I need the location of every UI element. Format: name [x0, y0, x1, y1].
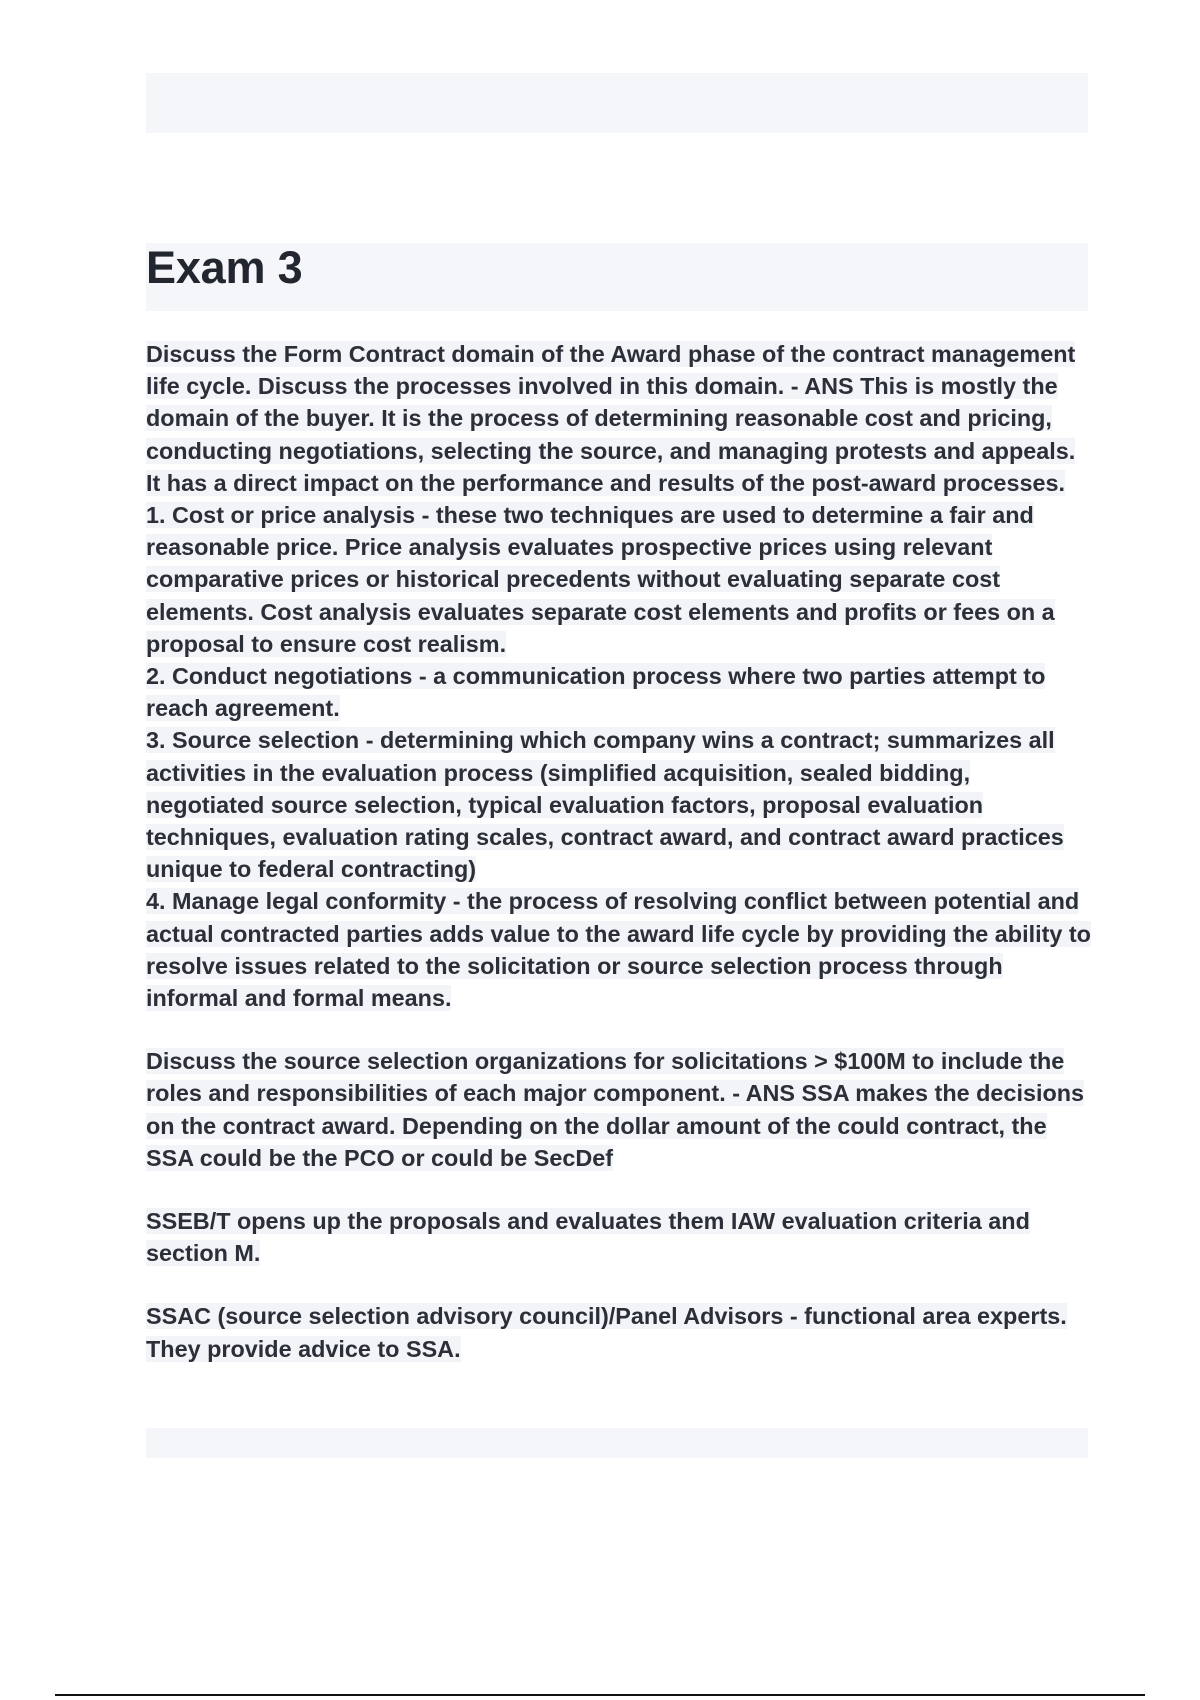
- header-band: [146, 73, 1088, 133]
- paragraph-line: Discuss the source selection organizations for solicitations > $100M to include the roles and responsibilities of each major component. - ANS SSA makes the decisions on the contract award. Depending on the dollar amount of the could contract, the SSA could be the PCO or could be SecDef: [146, 1048, 1085, 1171]
- paragraph: [146, 338, 1091, 499]
- paragraph-line: Discuss the Form Contract domain of the Award phase of the contract management life cycle. Discuss the processes involved in this domain. - ANS This is mostly the domain of the buyer. It is the process of determining reasonable cost and pricing, conducting negotiations, selecting the source, and managing protests and appeals. It has a direct impact on the performance and results of the post-award processes.: [146, 341, 1076, 496]
- list-item: [146, 885, 1091, 1014]
- list-item: [146, 724, 1091, 885]
- paragraph-line: SSAC (source selection advisory council)/Panel Advisors - functional area experts. They provide advice to SSA.: [146, 1303, 1067, 1362]
- paragraph: [146, 1045, 1091, 1174]
- paragraph: [146, 1205, 1091, 1269]
- page-title: Exam 3: [146, 242, 303, 293]
- list-item-text: 2. Conduct negotiations - a communication process where two parties attempt to reach agreement.: [146, 663, 1046, 722]
- document-content: [146, 338, 1091, 1365]
- paragraph-line: SSEB/T opens up the proposals and evaluates them IAW evaluation criteria and section M.: [146, 1208, 1030, 1267]
- list-item: [146, 499, 1091, 660]
- list-item: [146, 660, 1091, 724]
- list-item-text: 4. Manage legal conformity - the process of resolving conflict between potential and actual contracted parties adds value to the award life cycle by providing the ability to resolve issues related to the solicitation or source selection process through informal and formal means.: [146, 888, 1091, 1012]
- paragraph: [146, 1300, 1091, 1364]
- paragraph-gap: [146, 1174, 1091, 1205]
- paragraph-gap: [146, 1014, 1091, 1045]
- footer-band: [146, 1428, 1088, 1458]
- list-item-text: 3. Source selection - determining which company wins a contract; summarizes all activities in the evaluation process (simplified acquisition, sealed bidding, negotiated source selection, typical evaluation factors, proposal evaluation techniques, evaluation rating scales, contract award, and contract award practices unique to federal contracting): [146, 727, 1064, 883]
- footer-divider: [55, 1694, 1145, 1696]
- list-item-text: 1. Cost or price analysis - these two techniques are used to determine a fair and reasonable price. Price analysis evaluates prospective prices using relevant comparative prices or historical precedents without evaluating separate cost elements. Cost analysis evaluates separate cost elements and profits or fees on a proposal to ensure cost realism.: [146, 502, 1055, 657]
- paragraph-gap: [146, 1269, 1091, 1300]
